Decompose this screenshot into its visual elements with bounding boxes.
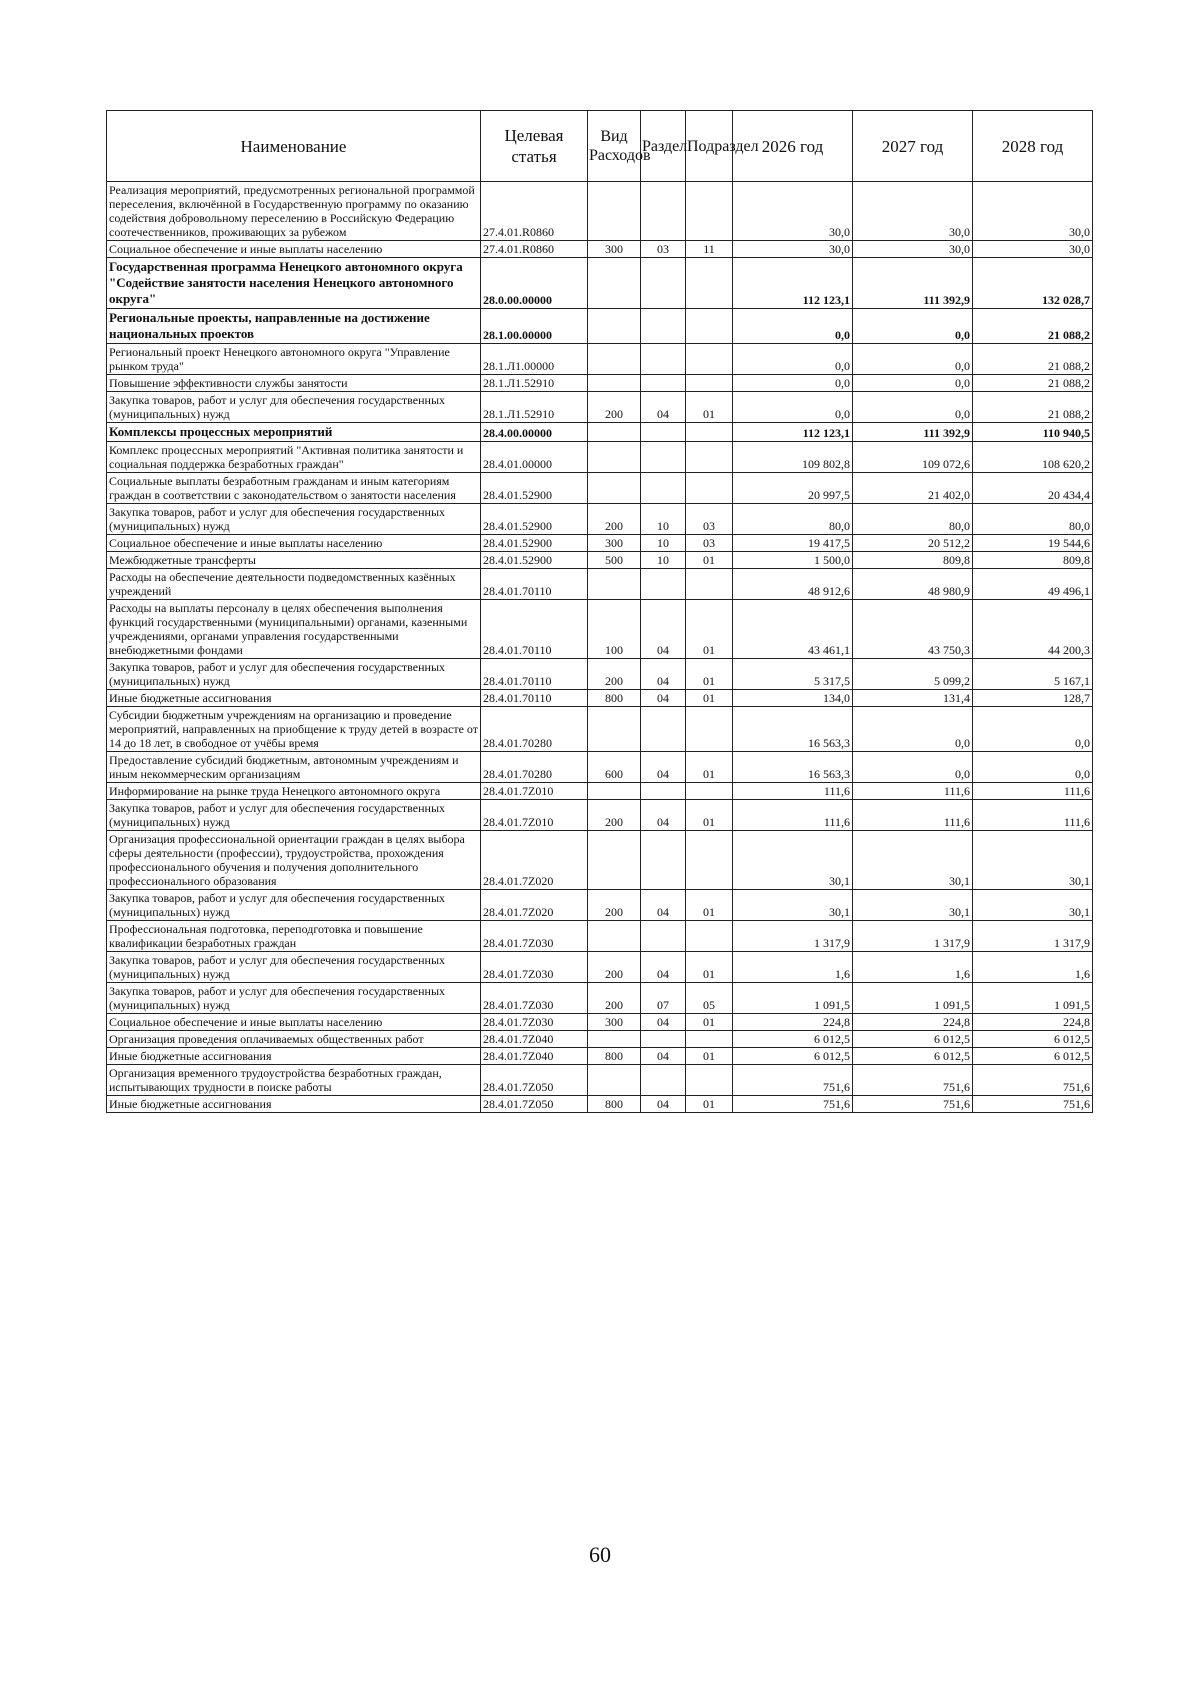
- cell-subsection: [686, 442, 733, 473]
- cell-2026: 751,6: [733, 1065, 853, 1096]
- cell-target-code: 28.4.01.7Z010: [481, 800, 588, 831]
- cell-2026: 0,0: [733, 375, 853, 392]
- cell-2026: 111,6: [733, 783, 853, 800]
- table-row: [107, 983, 1093, 1014]
- cell-name: Субсидии бюджетным учреждениям на организацию и проведение мероприятий, направленных на приобщение к труду детей в возрасте от 14 до 18 лет, в свободное от учёбы время: [107, 707, 481, 752]
- cell-expense-kind: 600: [588, 752, 641, 783]
- cell-name: Социальные выплаты безработным гражданам и иным категориям граждан в соответствии с законодательством о занятости населения: [107, 473, 481, 504]
- cell-2026: 109 802,8: [733, 442, 853, 473]
- cell-target-code: 28.4.01.7Z010: [481, 783, 588, 800]
- cell-2028: 6 012,5: [973, 1048, 1093, 1065]
- cell-expense-kind: [588, 921, 641, 952]
- cell-target-code: 28.4.01.7Z020: [481, 831, 588, 890]
- cell-2027: 30,1: [853, 831, 973, 890]
- cell-name: Организация профессиональной ориентации граждан в целях выбора сферы деятельности (профессии), трудоустройства, прохождения профессионального обучения и получения дополнительного профессионального образования: [107, 831, 481, 890]
- cell-expense-kind: 800: [588, 690, 641, 707]
- cell-expense-kind: [588, 473, 641, 504]
- cell-2028: 21 088,2: [973, 392, 1093, 423]
- cell-expense-kind: 200: [588, 504, 641, 535]
- cell-name: Предоставление субсидий бюджетным, автономным учреждениям и иным некоммерческим организациям: [107, 752, 481, 783]
- cell-2028: 1,6: [973, 952, 1093, 983]
- cell-2028: 21 088,2: [973, 344, 1093, 375]
- cell-expense-kind: 800: [588, 1048, 641, 1065]
- cell-name: Государственная программа Ненецкого автономного округа "Содействие занятости населения Ненецкого автономного округа": [107, 258, 481, 309]
- cell-2027: 111 392,9: [853, 423, 973, 442]
- cell-subsection: 01: [686, 952, 733, 983]
- table-row: [107, 258, 1093, 309]
- cell-subsection: 01: [686, 392, 733, 423]
- cell-2026: 111,6: [733, 800, 853, 831]
- cell-2028: 30,1: [973, 890, 1093, 921]
- table-row: [107, 600, 1093, 659]
- cell-target-code: 28.4.01.52900: [481, 504, 588, 535]
- table-row: [107, 1065, 1093, 1096]
- cell-section: [641, 1031, 686, 1048]
- cell-expense-kind: [588, 569, 641, 600]
- cell-2026: 30,0: [733, 182, 853, 241]
- cell-section: 04: [641, 752, 686, 783]
- cell-expense-kind: [588, 831, 641, 890]
- cell-2027: 1 317,9: [853, 921, 973, 952]
- cell-2027: 48 980,9: [853, 569, 973, 600]
- cell-2026: 1 091,5: [733, 983, 853, 1014]
- cell-2028: 0,0: [973, 707, 1093, 752]
- cell-target-code: 28.4.01.7Z030: [481, 1014, 588, 1031]
- cell-expense-kind: 200: [588, 800, 641, 831]
- cell-2026: 112 123,1: [733, 423, 853, 442]
- header-row: [107, 111, 1093, 182]
- cell-2028: 19 544,6: [973, 535, 1093, 552]
- cell-name: Региональный проект Ненецкого автономного округа "Управление рынком труда": [107, 344, 481, 375]
- cell-section: 04: [641, 600, 686, 659]
- cell-2027: 43 750,3: [853, 600, 973, 659]
- cell-2028: 809,8: [973, 552, 1093, 569]
- cell-2027: 109 072,6: [853, 442, 973, 473]
- table-row: [107, 800, 1093, 831]
- cell-2027: 30,1: [853, 890, 973, 921]
- cell-target-code: 28.4.01.52900: [481, 473, 588, 504]
- cell-section: 04: [641, 800, 686, 831]
- cell-2028: 20 434,4: [973, 473, 1093, 504]
- cell-subsection: 11: [686, 241, 733, 258]
- cell-name: Организация проведения оплачиваемых общественных работ: [107, 1031, 481, 1048]
- cell-2028: 751,6: [973, 1096, 1093, 1113]
- cell-2027: 111,6: [853, 783, 973, 800]
- cell-2026: 751,6: [733, 1096, 853, 1113]
- cell-target-code: 28.4.01.00000: [481, 442, 588, 473]
- cell-subsection: [686, 1065, 733, 1096]
- cell-name: Комплексы процессных мероприятий: [107, 423, 481, 442]
- cell-target-code: 27.4.01.R0860: [481, 182, 588, 241]
- cell-target-code: 28.4.01.7Z020: [481, 890, 588, 921]
- cell-section: 04: [641, 952, 686, 983]
- cell-2028: 80,0: [973, 504, 1093, 535]
- cell-2028: 0,0: [973, 752, 1093, 783]
- cell-2027: 1 091,5: [853, 983, 973, 1014]
- cell-2026: 30,1: [733, 890, 853, 921]
- cell-2027: 20 512,2: [853, 535, 973, 552]
- cell-2027: 111,6: [853, 800, 973, 831]
- cell-section: [641, 182, 686, 241]
- table-row: [107, 1096, 1093, 1113]
- cell-subsection: [686, 423, 733, 442]
- cell-name: Социальное обеспечение и иные выплаты населению: [107, 241, 481, 258]
- cell-target-code: 28.4.01.52900: [481, 535, 588, 552]
- cell-2026: 0,0: [733, 309, 853, 344]
- cell-expense-kind: 200: [588, 392, 641, 423]
- cell-2028: 111,6: [973, 800, 1093, 831]
- cell-2026: 6 012,5: [733, 1048, 853, 1065]
- cell-name: Закупка товаров, работ и услуг для обеспечения государственных (муниципальных) нужд: [107, 952, 481, 983]
- cell-expense-kind: [588, 258, 641, 309]
- header-kind: Вид Расходов: [588, 111, 641, 182]
- cell-section: [641, 442, 686, 473]
- cell-2026: 16 563,3: [733, 752, 853, 783]
- cell-expense-kind: 200: [588, 952, 641, 983]
- cell-2026: 16 563,3: [733, 707, 853, 752]
- table-row: [107, 707, 1093, 752]
- cell-2026: 19 417,5: [733, 535, 853, 552]
- cell-section: 04: [641, 659, 686, 690]
- cell-2027: 1,6: [853, 952, 973, 983]
- cell-section: 04: [641, 890, 686, 921]
- cell-subsection: [686, 707, 733, 752]
- cell-2028: 21 088,2: [973, 375, 1093, 392]
- cell-2026: 112 123,1: [733, 258, 853, 309]
- cell-name: Закупка товаров, работ и услуг для обеспечения государственных (муниципальных) нужд: [107, 983, 481, 1014]
- cell-section: 03: [641, 241, 686, 258]
- cell-target-code: 28.4.01.70110: [481, 659, 588, 690]
- table-row: [107, 552, 1093, 569]
- table-row: [107, 182, 1093, 241]
- cell-2028: 1 091,5: [973, 983, 1093, 1014]
- table-header: [107, 111, 1093, 182]
- table-body: [107, 182, 1093, 1113]
- cell-subsection: 01: [686, 659, 733, 690]
- cell-name: Информирование на рынке труда Ненецкого автономного округа: [107, 783, 481, 800]
- cell-section: [641, 258, 686, 309]
- cell-2027: 0,0: [853, 344, 973, 375]
- cell-section: [641, 375, 686, 392]
- cell-section: [641, 831, 686, 890]
- cell-name: Иные бюджетные ассигнования: [107, 1096, 481, 1113]
- cell-name: Закупка товаров, работ и услуг для обеспечения государственных (муниципальных) нужд: [107, 800, 481, 831]
- cell-subsection: 01: [686, 800, 733, 831]
- cell-section: [641, 921, 686, 952]
- cell-subsection: [686, 344, 733, 375]
- cell-2026: 30,0: [733, 241, 853, 258]
- cell-2027: 30,0: [853, 241, 973, 258]
- cell-2028: 132 028,7: [973, 258, 1093, 309]
- cell-section: [641, 423, 686, 442]
- cell-section: [641, 309, 686, 344]
- cell-section: 07: [641, 983, 686, 1014]
- cell-section: [641, 707, 686, 752]
- cell-2028: 111,6: [973, 783, 1093, 800]
- cell-subsection: [686, 1031, 733, 1048]
- header-name: Наименование: [107, 111, 481, 182]
- cell-subsection: [686, 473, 733, 504]
- cell-2028: 6 012,5: [973, 1031, 1093, 1048]
- table-row: [107, 783, 1093, 800]
- cell-target-code: 27.4.01.R0860: [481, 241, 588, 258]
- cell-subsection: 01: [686, 752, 733, 783]
- cell-target-code: 28.0.00.00000: [481, 258, 588, 309]
- cell-expense-kind: [588, 442, 641, 473]
- cell-expense-kind: 300: [588, 1014, 641, 1031]
- table-row: [107, 569, 1093, 600]
- cell-target-code: 28.1.Л1.00000: [481, 344, 588, 375]
- cell-2026: 6 012,5: [733, 1031, 853, 1048]
- cell-2027: 5 099,2: [853, 659, 973, 690]
- cell-target-code: 28.4.01.7Z030: [481, 952, 588, 983]
- cell-expense-kind: 100: [588, 600, 641, 659]
- cell-2027: 809,8: [853, 552, 973, 569]
- cell-2026: 43 461,1: [733, 600, 853, 659]
- cell-2027: 6 012,5: [853, 1031, 973, 1048]
- table-row: [107, 690, 1093, 707]
- cell-subsection: 01: [686, 1048, 733, 1065]
- table-row: [107, 659, 1093, 690]
- cell-2027: 0,0: [853, 752, 973, 783]
- page-number: 60: [589, 1542, 611, 1567]
- cell-2026: 30,1: [733, 831, 853, 890]
- cell-expense-kind: [588, 423, 641, 442]
- cell-2026: 20 997,5: [733, 473, 853, 504]
- cell-section: 04: [641, 1096, 686, 1113]
- cell-target-code: 28.4.00.00000: [481, 423, 588, 442]
- cell-expense-kind: [588, 344, 641, 375]
- cell-2027: 0,0: [853, 375, 973, 392]
- cell-expense-kind: [588, 1065, 641, 1096]
- cell-target-code: 28.4.01.70280: [481, 707, 588, 752]
- cell-2028: 44 200,3: [973, 600, 1093, 659]
- header-2026: 2026 год: [733, 111, 853, 182]
- cell-2027: 224,8: [853, 1014, 973, 1031]
- cell-subsection: 05: [686, 983, 733, 1014]
- cell-2028: 49 496,1: [973, 569, 1093, 600]
- cell-name: Социальное обеспечение и иные выплаты населению: [107, 1014, 481, 1031]
- cell-2028: 30,0: [973, 182, 1093, 241]
- cell-name: Иные бюджетные ассигнования: [107, 1048, 481, 1065]
- cell-name: Закупка товаров, работ и услуг для обеспечения государственных (муниципальных) нужд: [107, 659, 481, 690]
- cell-section: [641, 783, 686, 800]
- cell-target-code: 28.4.01.70110: [481, 569, 588, 600]
- cell-2027: 6 012,5: [853, 1048, 973, 1065]
- cell-section: [641, 344, 686, 375]
- cell-name: Закупка товаров, работ и услуг для обеспечения государственных (муниципальных) нужд: [107, 890, 481, 921]
- table-row: [107, 241, 1093, 258]
- cell-2027: 751,6: [853, 1096, 973, 1113]
- cell-subsection: [686, 921, 733, 952]
- cell-target-code: 28.4.01.7Z050: [481, 1065, 588, 1096]
- cell-2028: 128,7: [973, 690, 1093, 707]
- cell-expense-kind: 800: [588, 1096, 641, 1113]
- cell-target-code: 28.4.01.52900: [481, 552, 588, 569]
- cell-target-code: 28.4.01.70280: [481, 752, 588, 783]
- cell-section: [641, 569, 686, 600]
- cell-2027: 80,0: [853, 504, 973, 535]
- cell-subsection: 03: [686, 535, 733, 552]
- cell-2026: 1,6: [733, 952, 853, 983]
- cell-subsection: [686, 258, 733, 309]
- cell-section: 10: [641, 535, 686, 552]
- cell-target-code: 28.1.Л1.52910: [481, 375, 588, 392]
- cell-section: 10: [641, 504, 686, 535]
- cell-name: Региональные проекты, направленные на достижение национальных проектов: [107, 309, 481, 344]
- cell-section: 10: [641, 552, 686, 569]
- cell-2026: 80,0: [733, 504, 853, 535]
- cell-subsection: 03: [686, 504, 733, 535]
- cell-2028: 110 940,5: [973, 423, 1093, 442]
- cell-subsection: [686, 375, 733, 392]
- cell-expense-kind: 300: [588, 241, 641, 258]
- cell-2027: 0,0: [853, 309, 973, 344]
- table-row: [107, 952, 1093, 983]
- cell-subsection: 01: [686, 890, 733, 921]
- cell-subsection: 01: [686, 690, 733, 707]
- table-row: [107, 344, 1093, 375]
- cell-subsection: 01: [686, 1014, 733, 1031]
- cell-2028: 30,1: [973, 831, 1093, 890]
- cell-name: Реализация мероприятий, предусмотренных региональной программой переселения, включённой в Государственную программу по оказанию содействия добровольному переселению в Российскую Федерацию соотечественников, проживающих за рубежом: [107, 182, 481, 241]
- cell-2026: 5 317,5: [733, 659, 853, 690]
- table-row: [107, 1031, 1093, 1048]
- table-row: [107, 752, 1093, 783]
- cell-name: Комплекс процессных мероприятий "Активная политика занятости и социальная поддержка безработных граждан": [107, 442, 481, 473]
- cell-name: Профессиональная подготовка, переподготовка и повышение квалификации безработных граждан: [107, 921, 481, 952]
- cell-name: Расходы на выплаты персоналу в целях обеспечения выполнения функций государственными (муниципальными) органами, казенными учреждениями, органами управления государственными внебюджетными фондами: [107, 600, 481, 659]
- cell-2027: 21 402,0: [853, 473, 973, 504]
- cell-target-code: 28.4.01.7Z040: [481, 1031, 588, 1048]
- cell-section: 04: [641, 392, 686, 423]
- cell-name: Закупка товаров, работ и услуг для обеспечения государственных (муниципальных) нужд: [107, 504, 481, 535]
- table-row: [107, 535, 1093, 552]
- cell-2027: 111 392,9: [853, 258, 973, 309]
- cell-2026: 0,0: [733, 392, 853, 423]
- cell-2028: 30,0: [973, 241, 1093, 258]
- header-2027: 2027 год: [853, 111, 973, 182]
- cell-target-code: 28.4.01.7Z030: [481, 983, 588, 1014]
- cell-expense-kind: 200: [588, 890, 641, 921]
- cell-subsection: 01: [686, 552, 733, 569]
- cell-target-code: 28.4.01.7Z040: [481, 1048, 588, 1065]
- cell-name: Расходы на обеспечение деятельности подведомственных казённых учреждений: [107, 569, 481, 600]
- cell-expense-kind: [588, 783, 641, 800]
- cell-expense-kind: [588, 182, 641, 241]
- cell-2027: 30,0: [853, 182, 973, 241]
- cell-subsection: [686, 309, 733, 344]
- cell-section: [641, 473, 686, 504]
- table-row: [107, 375, 1093, 392]
- cell-name: Организация временного трудоустройства безработных граждан, испытывающих трудности в поиске работы: [107, 1065, 481, 1096]
- cell-expense-kind: 500: [588, 552, 641, 569]
- cell-2026: 48 912,6: [733, 569, 853, 600]
- cell-2027: 131,4: [853, 690, 973, 707]
- table-row: [107, 309, 1093, 344]
- header-subsection: Подраздел: [686, 111, 733, 182]
- cell-section: 04: [641, 1014, 686, 1031]
- table-row: [107, 392, 1093, 423]
- cell-name: Закупка товаров, работ и услуг для обеспечения государственных (муниципальных) нужд: [107, 392, 481, 423]
- cell-2028: 1 317,9: [973, 921, 1093, 952]
- cell-2028: 108 620,2: [973, 442, 1093, 473]
- cell-section: 04: [641, 690, 686, 707]
- cell-2027: 751,6: [853, 1065, 973, 1096]
- cell-target-code: 28.1.Л1.52910: [481, 392, 588, 423]
- cell-name: Иные бюджетные ассигнования: [107, 690, 481, 707]
- cell-2026: 1 500,0: [733, 552, 853, 569]
- cell-2028: 21 088,2: [973, 309, 1093, 344]
- header-section: Раздел: [641, 111, 686, 182]
- table-row: [107, 423, 1093, 442]
- cell-target-code: 28.4.01.7Z050: [481, 1096, 588, 1113]
- cell-expense-kind: 200: [588, 659, 641, 690]
- cell-name: Социальное обеспечение и иные выплаты населению: [107, 535, 481, 552]
- table-row: [107, 1048, 1093, 1065]
- cell-2026: 1 317,9: [733, 921, 853, 952]
- table-row: [107, 473, 1093, 504]
- budget-table: [106, 110, 1093, 1113]
- cell-expense-kind: [588, 309, 641, 344]
- table-row: [107, 504, 1093, 535]
- cell-subsection: [686, 831, 733, 890]
- cell-2026: 224,8: [733, 1014, 853, 1031]
- cell-2026: 134,0: [733, 690, 853, 707]
- table-row: [107, 1014, 1093, 1031]
- cell-section: [641, 1065, 686, 1096]
- cell-name: Межбюджетные трансферты: [107, 552, 481, 569]
- cell-2028: 224,8: [973, 1014, 1093, 1031]
- cell-target-code: 28.1.00.00000: [481, 309, 588, 344]
- cell-subsection: 01: [686, 600, 733, 659]
- header-2028: 2028 год: [973, 111, 1093, 182]
- cell-2027: 0,0: [853, 707, 973, 752]
- table-row: [107, 442, 1093, 473]
- cell-expense-kind: 200: [588, 983, 641, 1014]
- cell-subsection: 01: [686, 1096, 733, 1113]
- table-row: [107, 831, 1093, 890]
- cell-subsection: [686, 182, 733, 241]
- cell-target-code: 28.4.01.70110: [481, 690, 588, 707]
- table-row: [107, 890, 1093, 921]
- table-row: [107, 921, 1093, 952]
- cell-name: Повышение эффективности службы занятости: [107, 375, 481, 392]
- cell-2027: 0,0: [853, 392, 973, 423]
- cell-expense-kind: [588, 1031, 641, 1048]
- cell-expense-kind: 300: [588, 535, 641, 552]
- cell-target-code: 28.4.01.70110: [481, 600, 588, 659]
- cell-expense-kind: [588, 375, 641, 392]
- header-target: Целевая статья: [481, 111, 588, 182]
- cell-target-code: 28.4.01.7Z030: [481, 921, 588, 952]
- cell-2028: 751,6: [973, 1065, 1093, 1096]
- cell-section: 04: [641, 1048, 686, 1065]
- cell-expense-kind: [588, 707, 641, 752]
- cell-subsection: [686, 783, 733, 800]
- cell-subsection: [686, 569, 733, 600]
- cell-2026: 0,0: [733, 344, 853, 375]
- cell-2028: 5 167,1: [973, 659, 1093, 690]
